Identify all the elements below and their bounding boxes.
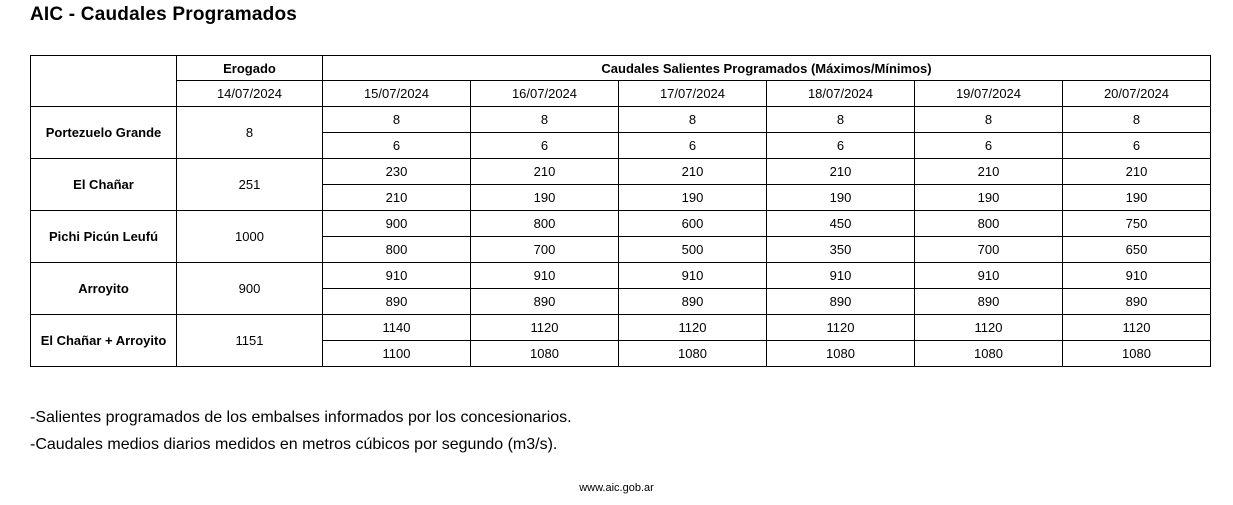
row-label: El Chañar + Arroyito [31,315,177,367]
flow-min-cell: 890 [915,289,1063,315]
corner-blank-cell [31,56,177,107]
flow-min-cell: 350 [767,237,915,263]
flows-table [30,55,1211,367]
flow-max-cell: 1120 [915,315,1063,341]
table-row-max [31,107,1211,133]
flow-max-cell: 210 [619,159,767,185]
flow-min-cell: 890 [767,289,915,315]
flow-min-cell: 6 [619,133,767,159]
flow-min-cell: 1100 [323,341,471,367]
flow-max-cell: 1120 [1063,315,1211,341]
flow-min-cell: 190 [1063,185,1211,211]
flow-min-cell: 210 [323,185,471,211]
flow-min-cell: 890 [1063,289,1211,315]
flow-max-cell: 230 [323,159,471,185]
row-label: Pichi Picún Leufú [31,211,177,263]
flow-max-cell: 600 [619,211,767,237]
flow-max-cell: 800 [915,211,1063,237]
flow-min-cell: 500 [619,237,767,263]
flow-max-cell: 910 [323,263,471,289]
erogado-header: Erogado [177,56,323,81]
salientes-header: Caudales Salientes Programados (Máximos/Mínimos) [323,56,1211,81]
table-row-max [31,263,1211,289]
table-row-max [31,159,1211,185]
website-text: www.aic.gob.ar [579,482,654,494]
date-header: 15/07/2024 [323,81,471,107]
flow-max-cell: 910 [915,263,1063,289]
erogado-value: 8 [177,107,323,159]
page-title: AIC - Caudales Programados [30,4,298,25]
note-line: -Salientes programados de los embalses informados por los concesionarios. [30,409,572,426]
flow-min-cell: 650 [1063,237,1211,263]
flow-max-cell: 210 [767,159,915,185]
flow-min-cell: 6 [767,133,915,159]
flow-max-cell: 900 [323,211,471,237]
flow-min-cell: 190 [619,185,767,211]
flow-min-cell: 700 [915,237,1063,263]
row-label: Arroyito [31,263,177,315]
flow-max-cell: 910 [471,263,619,289]
header-row-dates [31,81,1211,107]
row-label: El Chañar [31,159,177,211]
flow-max-cell: 910 [1063,263,1211,289]
erogado-value: 900 [177,263,323,315]
flow-max-cell: 8 [1063,107,1211,133]
table-row-max [31,315,1211,341]
flow-min-cell: 1080 [767,341,915,367]
flow-max-cell: 910 [619,263,767,289]
erogado-value: 1151 [177,315,323,367]
flow-min-cell: 800 [323,237,471,263]
flow-min-cell: 190 [767,185,915,211]
flow-max-cell: 750 [1063,211,1211,237]
flow-max-cell: 8 [767,107,915,133]
date-header: 19/07/2024 [915,81,1063,107]
flow-min-cell: 6 [1063,133,1211,159]
date-header: 17/07/2024 [619,81,767,107]
erogado-value: 251 [177,159,323,211]
header-row-groups [31,56,1211,81]
flow-max-cell: 1120 [767,315,915,341]
flow-min-cell: 1080 [915,341,1063,367]
row-label: Portezuelo Grande [31,107,177,159]
flow-min-cell: 890 [471,289,619,315]
date-header: 18/07/2024 [767,81,915,107]
flow-max-cell: 910 [767,263,915,289]
flow-min-cell: 6 [323,133,471,159]
flow-min-cell: 6 [915,133,1063,159]
flow-max-cell: 8 [323,107,471,133]
flow-min-cell: 190 [915,185,1063,211]
flow-max-cell: 8 [915,107,1063,133]
flow-min-cell: 890 [323,289,471,315]
flow-max-cell: 210 [471,159,619,185]
flow-max-cell: 210 [915,159,1063,185]
date-header: 20/07/2024 [1063,81,1211,107]
flow-max-cell: 1120 [471,315,619,341]
flow-max-cell: 1120 [619,315,767,341]
date-header: 16/07/2024 [471,81,619,107]
footer-notes [30,404,572,458]
flow-max-cell: 210 [1063,159,1211,185]
erogado-date-header: 14/07/2024 [177,81,323,107]
note-line: -Caudales medios diarios medidos en metros cúbicos por segundo (m3/s). [30,436,558,453]
flow-min-cell: 890 [619,289,767,315]
flow-min-cell: 700 [471,237,619,263]
flow-min-cell: 1080 [1063,341,1211,367]
flow-max-cell: 8 [471,107,619,133]
flow-min-cell: 6 [471,133,619,159]
flow-max-cell: 8 [619,107,767,133]
flow-min-cell: 1080 [471,341,619,367]
table-row-max [31,211,1211,237]
flow-max-cell: 1140 [323,315,471,341]
erogado-value: 1000 [177,211,323,263]
flow-max-cell: 800 [471,211,619,237]
flow-max-cell: 450 [767,211,915,237]
flow-min-cell: 1080 [619,341,767,367]
flow-min-cell: 190 [471,185,619,211]
